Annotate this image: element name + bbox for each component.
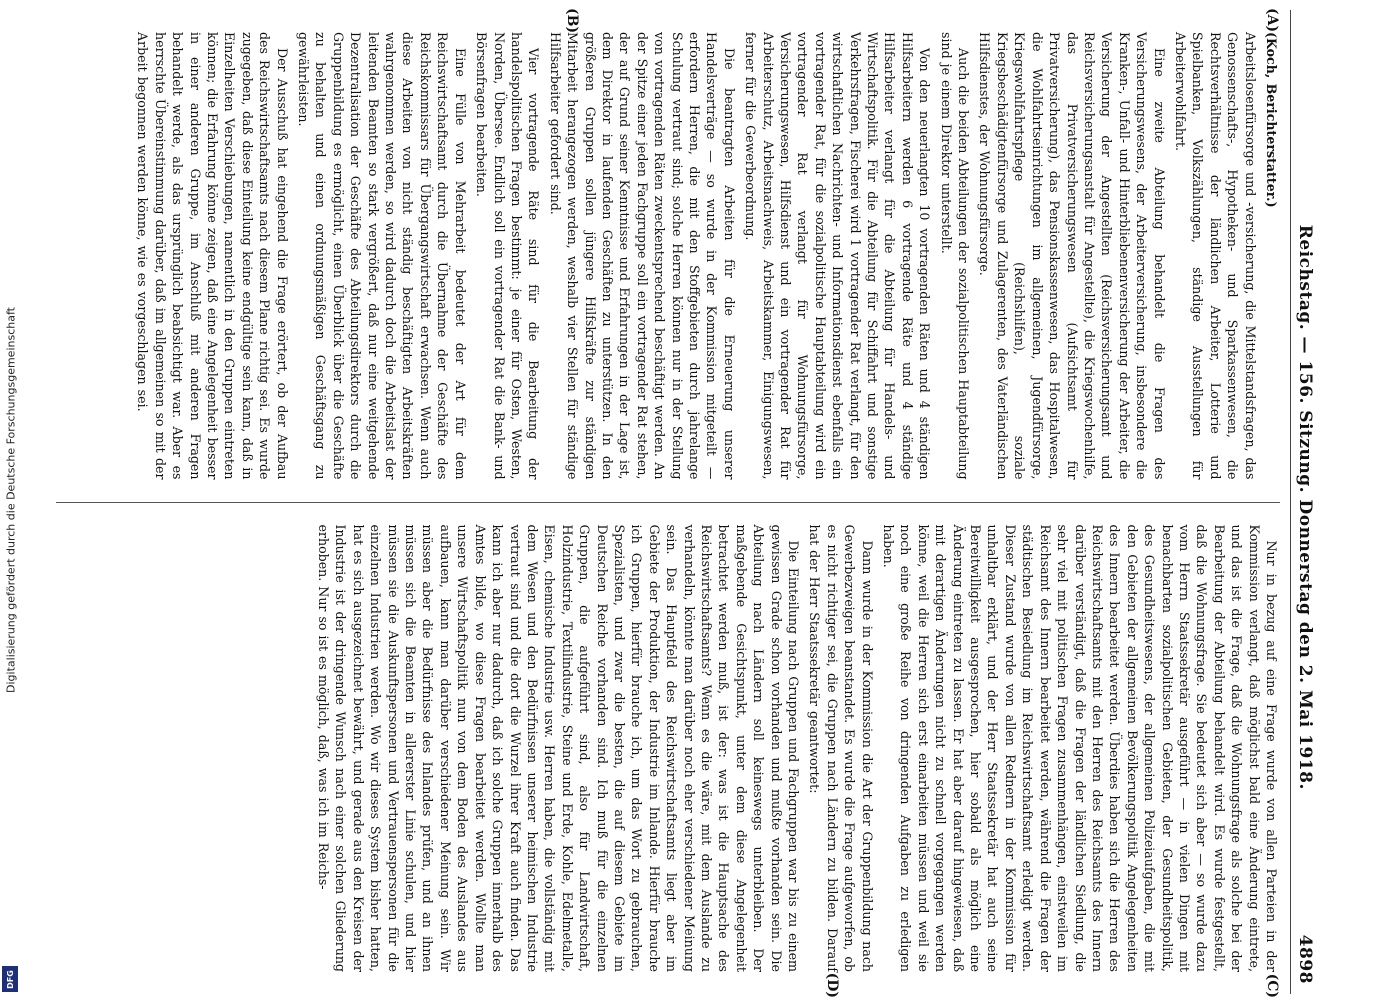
page-number: 4898 bbox=[1295, 934, 1316, 984]
margin-mark-d: (D) bbox=[824, 972, 840, 998]
left-column bbox=[56, 10, 1280, 503]
text-columns bbox=[56, 8, 1280, 998]
paragraph: Eine zweite Abteilung behandelt die Fragen des Versicherungswesens, der Arbeiterversicherung, insbesondere die Kranken-, Unfall- und Hinterbliebenenversicherung der Arbeiter, die Versicherung der Angestellten (Reichsversicherungsamt und Reichsversicherungsanstalt für Angestellte), die Kriegswochenhilfe, das Privatversicherungswesen (Aufsichtsamt für Privatversicherung), das Pensionskassenwesen, das Hospitalwesen, die Wohlfahrtseinrichtungen im allgemeinen, Jugendfürsorge, Kriegswohlfahrtspflege (Reichshilfen), soziale Kriegsbeschädigtenfürsorge und Zulagerenten, des Vaterländischen Hilfsdienstes, der Wohnungsfürsorge. bbox=[977, 32, 1167, 480]
paragraph: Der Ausschuß hat eingehend die Frage erörtert, ob der Aufbau des Reichswirtschaftsamts nach diesem Plane richtig sei. Es wurde zugegeben, daß diese Einteilung keine endgültige sein kann, daß in Einzelheiten Verschiebungen, namentlich in den Gruppen eintreten können; die Erfahrung könne zeigen, daß eine Angelegenheit besser in einer anderen Gruppe, im Anschluß mit anderen Fragen behandelt werde, als das ursprünglich beabsichtigt war. Aber es herrschte Übereinstimmung darüber, daß im allgemeinen so mit der Arbeit begonnen werden könne, wie es vorgeschlagen sei. bbox=[135, 32, 290, 480]
speaker-line: (Koch, Berichterstatter.) bbox=[1264, 32, 1279, 208]
credit-text: Digitalisierung gefördert durch die Deutsche Forschungsgemeinschaft bbox=[4, 307, 18, 693]
margin-mark-c: (C) bbox=[1264, 973, 1280, 998]
right-column bbox=[56, 503, 1280, 998]
paragraph: Die Einteilung nach Gruppen und Fachgruppen war bis zu einem gewissen Grade schon vorhanden und mußte vorhanden sein. Die Abteilung nach Ländern soll keineswegs unterbleiben. Der maßgebende Gesichtspunkt, unter dem diese Angelegenheit betrachtet werden muß, ist der: was ist die Hauptsache des Reichswirtschaftsamts? Wenn es die wäre, mit dem Auslande zu verhandeln, könnte man darüber noch eher verschiedener Meinung sein. Das Hauptfeld des Reichswirtschaftsamts liegt aber im Gebiete der Produktion, der Industrie im Inlande. Hierfür brauche ich Gruppen, hierfür brauche ich, um das Wort zu gebrauchen, Spezialisten, und zwar die besten, die auf diesem Gebiete im Deutschen Reiche vorhanden sind. Ich muß für die einzelnen Gruppen, die aufgeführt sind, also für Landwirtschaft, Holzindustrie, Textilindustrie, Steine und Erde, Kohle, Edelmetalle, Eisen, chemische Industrie usw. Herren haben, die vollständig mit dem Wesen und den Bedürfnissen unserer heimischen Industrie vertraut sind und die dort die Wurzel ihrer Kraft auch finden. Das kann ich aber nur dadurch, daß ich solche Gruppen innerhalb des Amtes bilde, wo diese Fragen bearbeitet werden. Wollte man unsere Wirtschaftspolitik nun von dem Boden des Auslandes aus aufbauen, kann man darüber verschiedener Meinung sein. Wir müssen aber die Bedürfnisse des Inlandes prüfen, und an ihnen müssen sich die Beamten in allererster Linie schulen, und hier müssen sie die Auskunftspersonen und Vertrauenspersonen für die einzelnen Industrien werden. Wo wir dieses System bisher hatten, hat es sich ausgezeichnet bewährt, und gerade aus den Kreisen der Industrie ist der dringende Wunsch nach einer solchen Gliederung erhoben. Nur so ist es möglich, daß, was ich im Reichs- bbox=[316, 524, 802, 972]
page-title: Reichstag. — 156. Sitzung. Donnerstag den 2. Mai 1918. bbox=[1295, 224, 1316, 790]
paragraph: Die beantragten Arbeiten für die Erneuerung unserer Handelsverträge — so wurde in der Kommission mitgeteilt — erfordern Herren, die mit den Stoffgebieten durch jahrelange Schulung vertraut sind; solche Herren können nur in der Stellung von vortragenden Räten zweckentsprechend beschäftigt werden. An der Spitze einer jeden Fachgruppe soll ein vortragender Rat stehen, der auf Grund seiner Kenntnisse und Erfahrungen in der Lage ist, dem Direktor in laufenden Geschäften zu unterstützen. In den größeren Gruppen sollen jüngere Hilfskräfte zur ständigen Mitarbeit herangezogen werden, weshalb vier Stellen für ständige Hilfsarbeiter gefordert sind. bbox=[547, 32, 737, 480]
margin-mark-b: (B) bbox=[564, 8, 580, 34]
rotated-page-content bbox=[56, 8, 1320, 998]
paragraph: Arbeitslosenfürsorge und -versicherung, die Mittelstandsfragen, das Genossenschafts-, Hypotheken- und Sparkassenwesen, die Rechtsverhältnisse der ländlichen Arbeiter, Lotterie und Spielbanken, Volkszählungen, ständige Ausstellungen für Arbeiterwohlfahrt. bbox=[1172, 32, 1258, 480]
dfg-logo bbox=[2, 966, 18, 992]
dfg-logo-label: DFG bbox=[5, 969, 15, 989]
paragraph: Auch die beiden Abteilungen der sozialpolitischen Hauptabteilung sind je einem Direktor unterstellt. bbox=[938, 32, 972, 480]
margin-mark-a: (A) bbox=[1264, 8, 1280, 33]
page-header bbox=[1290, 10, 1320, 994]
paragraph: Dann wurde in der Kommission die Art der Gruppenbildung nach Gewerbezweigen beanstandet. Es wurde die Frage aufgeworfen, ob es nicht richtiger sei, die Gruppen nach Ländern zu bilden. Darauf hat der Herr Staatssekretär geantwortet: bbox=[807, 524, 875, 972]
digitization-credit bbox=[0, 0, 22, 1000]
paragraph: Eine Fülle von Mehrarbeit bedeutet der Art für dem Reichswirtschaftsamt durch die Übernahme der Geschäfte des Reichskommissars für Übergangswirtschaft erwachsen. Wenn auch diese Arbeiten von nicht ständig beschäftigten Arbeitskräften wahrgenommen werden, so wird dadurch doch die Arbeitslast der leitenden Beamten so stark vergrößert, daß nur eine weitgehende Dezentralisation der Geschäfte des Abteilungsdirektors durch die Gruppenbildung es ermöglicht, einen Überblick über die Geschäfte zu behalten und einen ordnungsmäßigen Geschäftsgang zu gewährleisten. bbox=[296, 32, 468, 480]
paragraph: Von den neuerlangten 10 vortragenden Räten und 4 ständigen Hilfsarbeitern werden 6 vortragende Räte und 4 ständige Hilfsarbeiter verlangt für die Abteilung für Handels- und Wirtschaftspolitik. Für die Abteilung für Schiffahrt und sonstige Verkehrsfragen, Fischerei wird 1 vortragender Rat verlangt, für den wirtschaftlichen Nachrichten- und Informationsdienst ebenfalls ein vortragender Rat, für die sozialpolitische Hauptabteilung wird ein vortragender Rat verlangt für Wohnungsfürsorge, Versicherungswesen, Hilfsdienst und ein vortragender Rat für Arbeiterschutz, Arbeitsnachweis, Arbeitskammer, Einigungswesen, ferner für die Gewerbeordnung. bbox=[743, 32, 933, 480]
scanned-page bbox=[56, 8, 1320, 998]
paragraph: Vier vortragende Räte sind für die Bearbeitung der handelspolitischen Fragen bestimmt: je einer für Osten, Westen, Norden, Übersee. Endlich soll ein vortragender Rat die Bank- und Börsenfragen bearbeiten. bbox=[474, 32, 542, 480]
paragraph: Nur in bezug auf eine Frage wurde von allen Parteien in der Kommission verlangt, daß möglichst bald eine Änderung eintrete, und das ist die Frage, daß die Wohnungsfrage als solche bei der Bearbeitung der Abteilung behandelt wird. Es wurde festgestellt, daß die Wohnungsfrage. Sie bedeutet sich aber — so wurde dazu vom Herrn Staatssekretär ausgeführt — in vielen Dingen mit benachbarten sozialpolitischen Gebieten, der Gesundheitspolitik, des Gesundheitswesens, der allgemeinen Polizeiaufgaben, die mit den Gebieten der allgemeinen Bevölkerungspolitik Angelegenheiten des Innern bearbeitet werden. Überdies haben sich die Herren des Reichswirtschaftsamts mit den Herren des Reichsamts des Innern darüber verständigt, daß die Fragen der ländlichen Siedlung, die sehr viel mit politischen Fragen zusammenhängen, einstweilen im Reichsamt des Innern bearbeitet werden, während die Fragen der städtischen Besiedlung im Reichswirtschaftsamt erledigt werden. Dieser Zustand wurde von allen Rednern in der Kommission für unhaltbar erklärt, und der Herr Staatssekretär hat auch seine Bereitwilligkeit ausgesprochen, hier sobald als möglich eine Änderung eintreten zu lassen. Er hat aber darauf hingewiesen, daß mit derartigen Änderungen nicht zu schnell vorgegangen werden könne, weil die Herren sich erst einarbeiten müssen und weil sie noch eine große Reihe von dringenden Aufgaben zu erledigen haben. bbox=[881, 524, 1279, 972]
